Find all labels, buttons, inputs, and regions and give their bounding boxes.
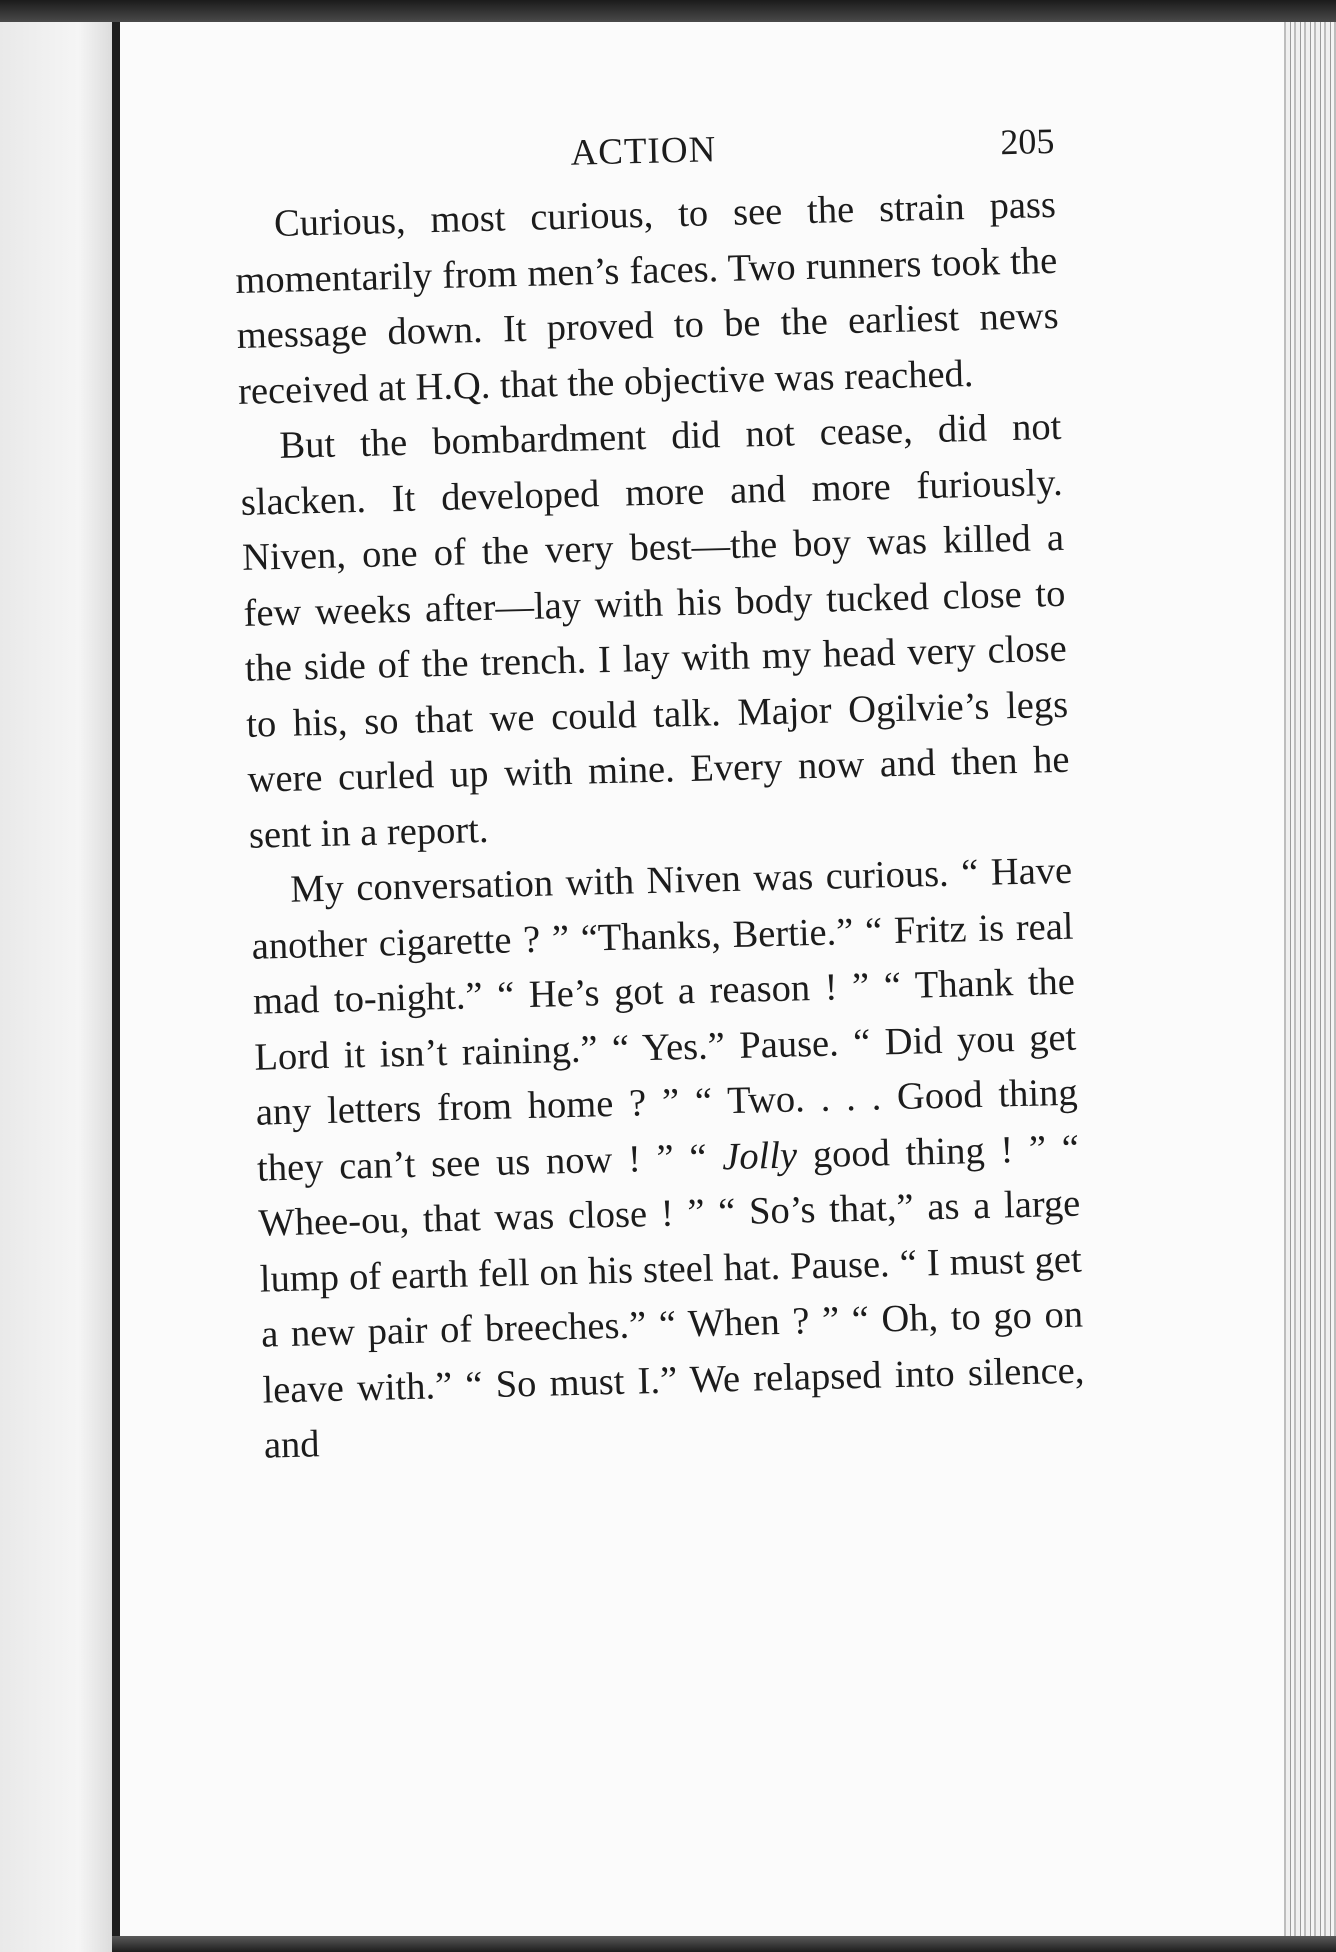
paragraph-2: But the bombardment did not cease, did not slacken. It developed more and more furiously. Niven, one of the very best—the boy was killed a few weeks after—lay with his body tucked close to the side of the trench. I lay with my head very close to his, so that we could talk. Major Ogilvie’s legs were curled up with mine. Every now and then he sent in a report. [240, 405, 1070, 857]
page-stack-edges [1284, 22, 1336, 1952]
page-content [232, 120, 1086, 1474]
paragraph-3 [250, 844, 1087, 1474]
page-number: 205 [999, 120, 1055, 163]
scan-top-edge [0, 0, 1336, 22]
scan-bottom-edge [112, 1936, 1336, 1952]
page-title: ACTION [570, 129, 717, 174]
facing-page-edge [0, 22, 112, 1952]
italic-word: Jolly [721, 1134, 798, 1178]
paragraph-1: Curious, most curious, to see the strain pass momentarily from men’s faces. Two runners took the message down. It proved to be the earliest news received at H.Q. that the objective was reached. [234, 183, 1060, 413]
book-gutter [112, 22, 120, 1952]
paragraph-3-text-end: good thing ! ” “ Whee-ou, that was close ! ” “ So’s that,” as a large lump of earth fell on his steel hat. Pause. “ I must get a new pair of breeches.” “ When ? ” “ Oh, to go on leave with.” “ So must I.” We relapsed into silence, and [257, 1127, 1085, 1467]
paragraph-3-text-start: My conversation with Niven was curious. “ Have another cigarette ? ” “Thanks, Bertie.” “ Fritz is real mad to-night.” “ He’s got a reason ! ” “ Thank the Lord it isn’t raining.” “ Yes.” Pause. “ Did you get any letters from home ? ” “ Two. . . . Good thing they can’t see us now ! ” “ [251, 849, 1079, 1190]
